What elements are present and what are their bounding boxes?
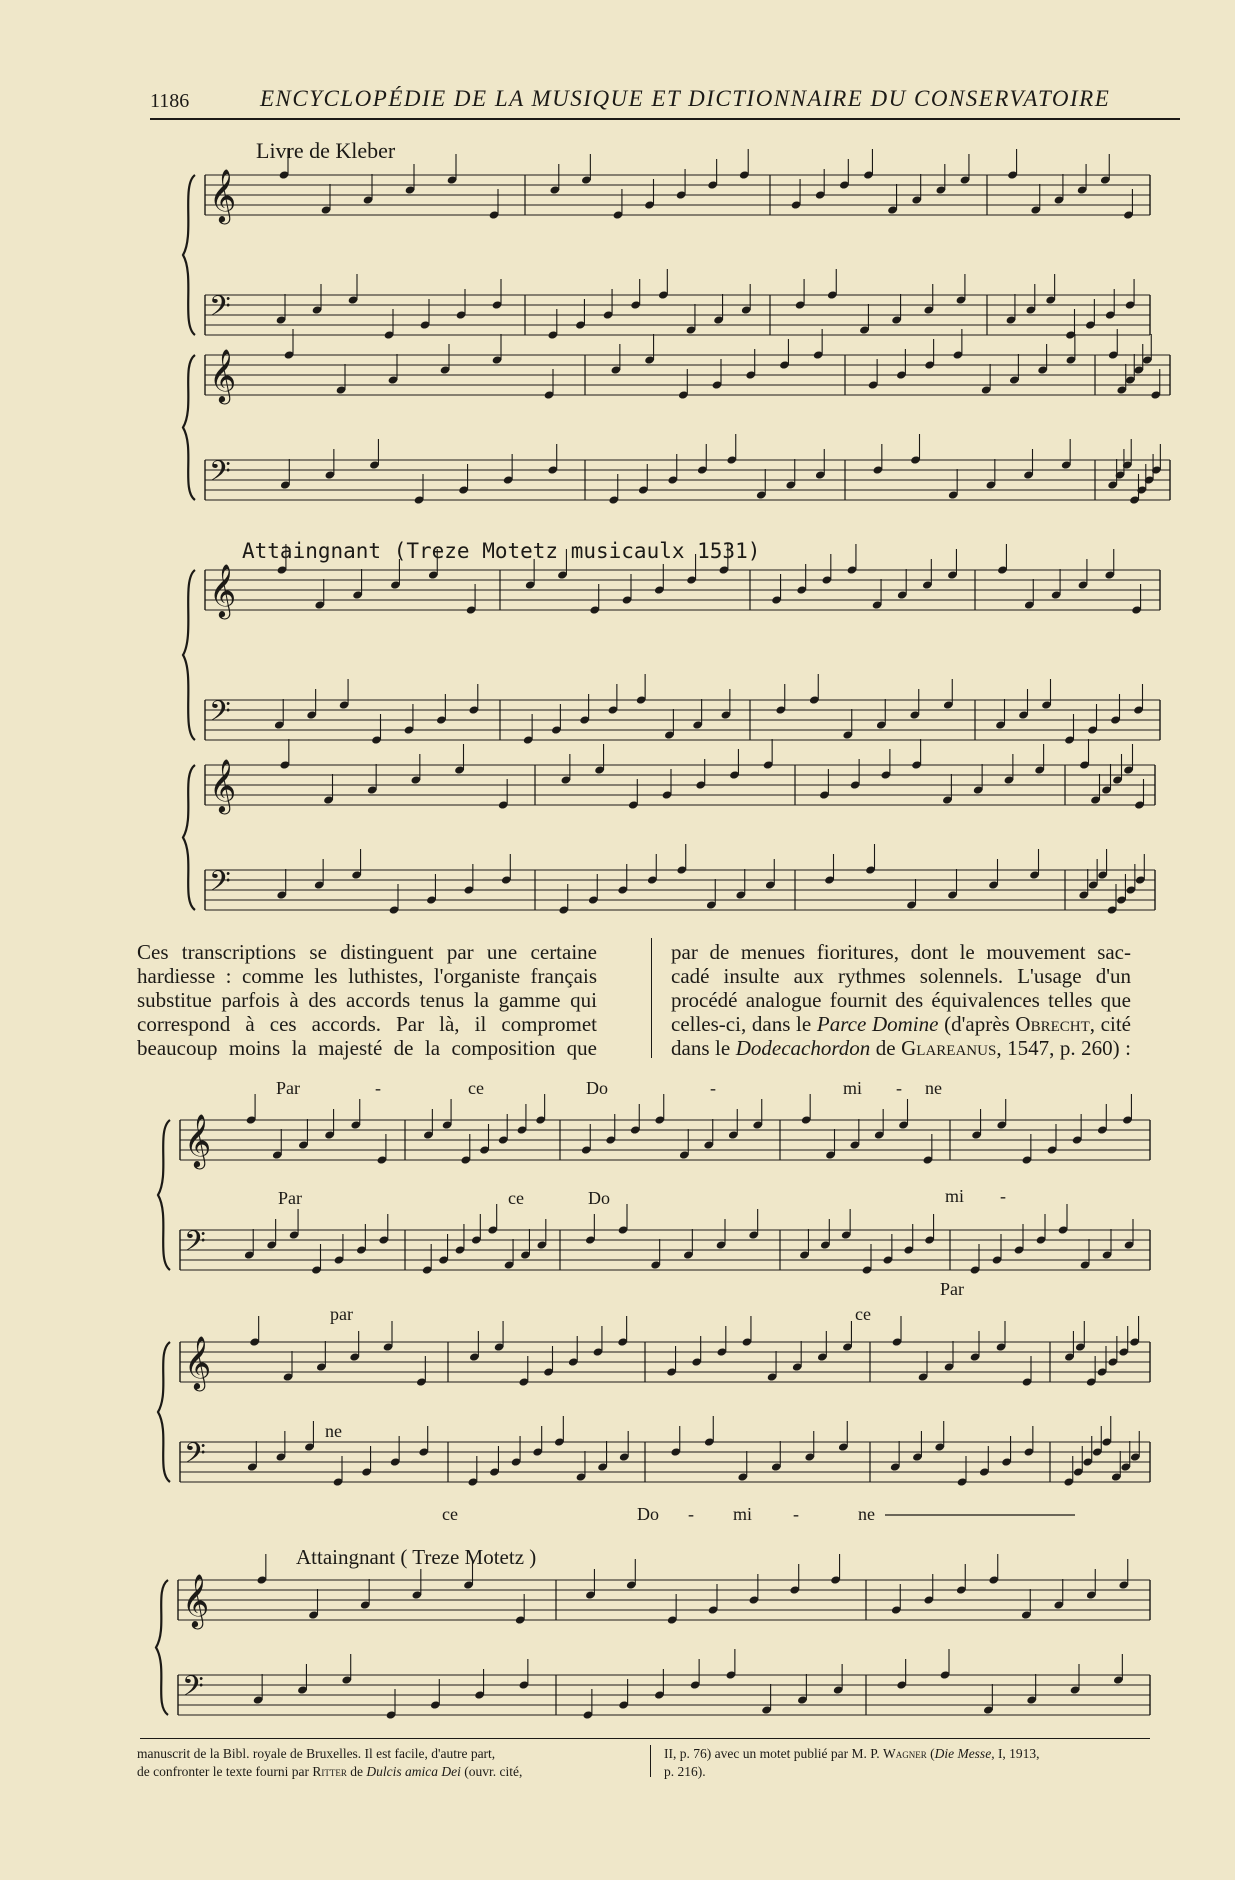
svg-text:ne: ne xyxy=(925,1078,942,1098)
page-number: 1186 xyxy=(150,90,190,112)
body-text-line: beaucoup moins la majesté de la composition que xyxy=(137,1036,597,1060)
body-text-line: Ces transcriptions se distinguent par une certaine xyxy=(137,940,597,964)
author-name: Wagner xyxy=(882,1746,927,1761)
grand-staff-system xyxy=(183,149,1150,340)
brace xyxy=(156,1580,168,1715)
svg-text:-: - xyxy=(896,1078,902,1098)
footnote-column-rule xyxy=(650,1745,651,1777)
grand-staff-system xyxy=(183,544,1160,745)
treble-clef-icon: 𝄞 xyxy=(182,1575,210,1626)
bass-clef-icon: 𝄢 xyxy=(184,1439,206,1476)
bass-clef-icon: 𝄢 xyxy=(184,1227,206,1264)
treble-clef-icon: 𝄞 xyxy=(184,1115,212,1166)
brace xyxy=(158,1342,170,1482)
svg-text:Par: Par xyxy=(278,1188,302,1208)
work-title: Dulcis amica Dei xyxy=(366,1764,461,1779)
svg-text:par: par xyxy=(330,1304,353,1324)
body-text-line: procédé analogue fournit des équivalences telles que xyxy=(671,988,1131,1012)
score-example-attaingnant-treze-motetz xyxy=(150,1540,1180,1730)
grand-staff-system xyxy=(158,1316,1150,1487)
svg-text:mi: mi xyxy=(945,1186,965,1206)
treble-clef-icon: 𝄞 xyxy=(184,1337,212,1388)
grand-staff-system xyxy=(158,1094,1150,1275)
body-text-left-column xyxy=(137,940,597,1060)
author-name: Glareanus xyxy=(901,1036,997,1060)
bass-clef-icon: 𝄢 xyxy=(209,697,231,734)
treble-clef-icon: 𝄞 xyxy=(209,760,237,811)
grand-staff-system xyxy=(183,329,1170,505)
footnote-line: p. 216). xyxy=(664,1764,706,1779)
work-title: Die Messe xyxy=(934,1746,992,1761)
svg-text:ne: ne xyxy=(858,1504,875,1524)
body-text-line: substitue parfois à des accords tenus la gamme qui xyxy=(137,988,597,1012)
example-caption: Attaingnant (Treze Motetz musicaulx 1531) xyxy=(242,539,761,563)
svg-text:Do: Do xyxy=(637,1504,659,1524)
footnote-left xyxy=(137,1745,642,1781)
svg-text:mi: mi xyxy=(733,1504,753,1524)
running-title: ENCYCLOPÉDIE DE LA MUSIQUE ET DICTIONNAIRE DU CONSERVATOIRE xyxy=(260,86,1111,111)
bass-clef-icon: 𝄢 xyxy=(209,457,231,494)
grand-staff-system xyxy=(156,1554,1150,1720)
svg-text:ce: ce xyxy=(508,1188,524,1208)
lyrics-system-1-bottom: Par xyxy=(940,1279,964,1299)
treble-clef-icon: 𝄞 xyxy=(209,350,237,401)
svg-text:-: - xyxy=(1000,1186,1006,1206)
author-name: Ritter xyxy=(312,1764,347,1779)
work-title: Parce Domine xyxy=(816,1012,939,1036)
body-text-right-column xyxy=(671,940,1131,1060)
body-text-line: correspond à ces accords. Par là, il compromet xyxy=(137,1012,597,1036)
svg-text:Do: Do xyxy=(588,1188,610,1208)
svg-text:-: - xyxy=(375,1078,381,1098)
body-text-line: hardiesse : comme les luthistes, l'organiste français xyxy=(137,964,597,988)
footnote-line: II, p. 76) avec un motet publié par M. P. Wagner (Die Messe, I, 1913, xyxy=(664,1746,1040,1761)
svg-text:-: - xyxy=(793,1504,799,1524)
bass-clef-icon: 𝄢 xyxy=(182,1672,204,1709)
footnote-line: manuscrit de la Bibl. royale de Bruxelles. Il est facile, d'autre part, xyxy=(137,1746,496,1761)
footnote-line: de confronter le texte fourni par Ritter de Dulcis amica Dei (ouvr. cité, xyxy=(137,1764,523,1779)
body-text-line: celles-ci, dans le Parce Domine (d'après Obrecht, cité xyxy=(671,1012,1131,1036)
example-caption: Attaingnant ( Treze Motetz ) xyxy=(296,1545,537,1569)
treble-clef-icon: 𝄞 xyxy=(209,170,237,221)
lyrics-system-2-top xyxy=(330,1304,871,1324)
svg-text:ce: ce xyxy=(855,1304,871,1324)
brace xyxy=(183,765,195,910)
running-head xyxy=(150,84,1180,120)
svg-text:ce: ce xyxy=(442,1504,458,1524)
svg-text:Do: Do xyxy=(586,1078,608,1098)
lyrics-system-1-top xyxy=(276,1078,942,1098)
svg-text:Par: Par xyxy=(276,1078,300,1098)
svg-text:mi: mi xyxy=(843,1078,863,1098)
example-caption: Livre de Kleber xyxy=(256,138,396,163)
footnote-top-rule xyxy=(140,1738,1150,1739)
grand-staff-system xyxy=(183,739,1155,915)
score-example-parce-domine xyxy=(150,1070,1180,1530)
lyrics-system-2-bottom xyxy=(442,1504,1075,1524)
body-text-line: par de menues fioritures, dont le mouvement sac- xyxy=(671,940,1131,964)
composer-name: Obrecht xyxy=(1015,1012,1090,1036)
lyrics-system-2-middle: ne xyxy=(325,1421,342,1441)
score-example-attaingnant-1531 xyxy=(150,530,1180,930)
column-rule xyxy=(651,938,652,1058)
treble-clef-icon: 𝄞 xyxy=(209,565,237,616)
brace xyxy=(183,175,195,335)
footnote-right xyxy=(664,1745,1179,1781)
svg-text:ce: ce xyxy=(468,1078,484,1098)
bass-clef-icon: 𝄢 xyxy=(209,292,231,329)
svg-text:-: - xyxy=(688,1504,694,1524)
work-title: Dodecachordon xyxy=(735,1036,871,1060)
brace xyxy=(183,355,195,500)
brace xyxy=(158,1120,170,1270)
bass-clef-icon: 𝄢 xyxy=(209,867,231,904)
svg-text:-: - xyxy=(710,1078,716,1098)
lyrics-system-1-middle xyxy=(278,1186,1006,1208)
body-text-line: dans le Dodecachordon de Glareanus, 1547, p. 260) : xyxy=(671,1036,1132,1060)
brace xyxy=(183,570,195,740)
body-text-line: cadé insulte aux rythmes solennels. L'usage d'un xyxy=(671,964,1131,988)
score-example-kleber xyxy=(150,130,1180,510)
